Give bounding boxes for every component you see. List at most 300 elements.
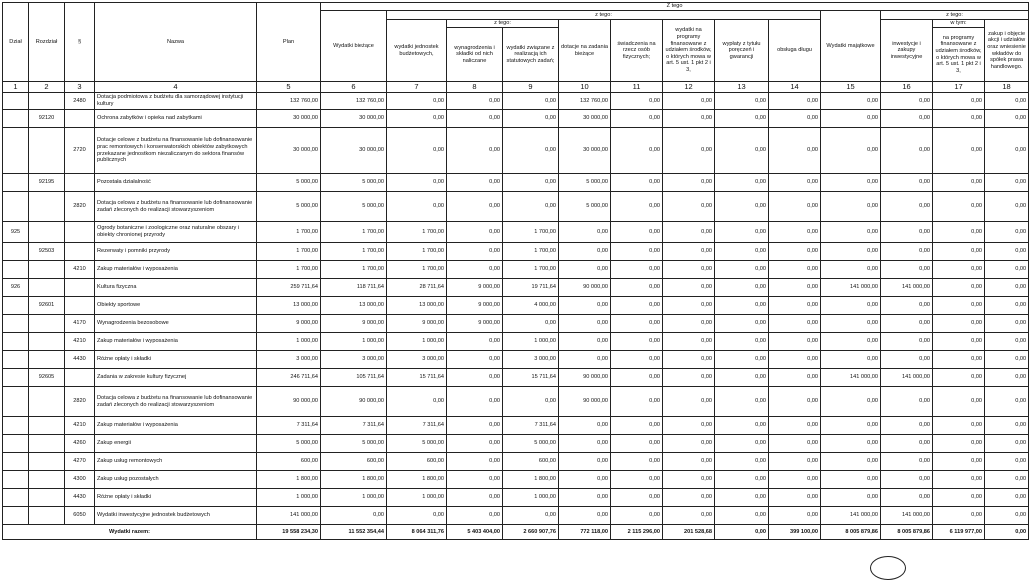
cell-value: 0,00: [447, 471, 503, 489]
cell-paragraf: [65, 297, 95, 315]
cell-value: 0,00: [769, 351, 821, 369]
cell-value: 1 700,00: [321, 222, 387, 243]
cell-value: 0,00: [447, 261, 503, 279]
cell-value: 1 800,00: [387, 471, 447, 489]
cell-value: 0,00: [933, 417, 985, 435]
cell-value: 0,00: [769, 128, 821, 174]
cell-value: 1 700,00: [387, 222, 447, 243]
cell-value: 141 000,00: [821, 279, 881, 297]
cell-value: 0,00: [881, 222, 933, 243]
table-header: [3, 3, 1029, 93]
cell-value: 0,00: [821, 128, 881, 174]
cell-value: 0,00: [559, 243, 611, 261]
cell-value: 5 000,00: [321, 435, 387, 453]
table-row: [3, 174, 1029, 192]
cell-value: 0,00: [663, 261, 715, 279]
column-number: 7: [387, 82, 447, 93]
cell-value: 0,00: [715, 507, 769, 525]
cell-value: 0,00: [663, 243, 715, 261]
table-row: [3, 507, 1029, 525]
column-number: 6: [321, 82, 387, 93]
cell-value: 141 000,00: [821, 369, 881, 387]
cell-value: 19 711,64: [503, 279, 559, 297]
column-number: 2: [29, 82, 65, 93]
cell-rozdzial: 92195: [29, 174, 65, 192]
cell-value: 5 000,00: [257, 192, 321, 222]
cell-value: 1 800,00: [321, 471, 387, 489]
cell-value: 0,00: [559, 417, 611, 435]
cell-rozdzial: [29, 387, 65, 417]
cell-value: 0,00: [559, 435, 611, 453]
cell-value: 0,00: [715, 279, 769, 297]
column-number: 18: [985, 82, 1029, 93]
cell-value: 0,00: [881, 453, 933, 471]
cell-dzial: [3, 435, 29, 453]
total-value: 399 100,00: [769, 525, 821, 540]
cell-value: 0,00: [447, 174, 503, 192]
cell-value: 0,00: [559, 453, 611, 471]
cell-value: 0,00: [559, 222, 611, 243]
cell-value: 0,00: [663, 453, 715, 471]
cell-value: 0,00: [611, 174, 663, 192]
cell-value: 1 000,00: [321, 333, 387, 351]
cell-rozdzial: [29, 507, 65, 525]
cell-dzial: [3, 471, 29, 489]
cell-value: 132 760,00: [321, 93, 387, 110]
cell-value: 0,00: [387, 128, 447, 174]
cell-paragraf: 4430: [65, 489, 95, 507]
cell-value: 0,00: [881, 174, 933, 192]
cell-value: 0,00: [985, 297, 1029, 315]
cell-value: 30 000,00: [257, 110, 321, 128]
header-inwestycje: inwestycje i zakupy inwestycyjne: [881, 20, 933, 82]
cell-dzial: [3, 243, 29, 261]
cell-value: 0,00: [821, 435, 881, 453]
cell-nazwa: Zakup materiałów i wyposażenia: [95, 261, 257, 279]
cell-value: 0,00: [559, 297, 611, 315]
cell-dzial: [3, 453, 29, 471]
cell-value: 0,00: [387, 174, 447, 192]
cell-value: 0,00: [559, 261, 611, 279]
cell-paragraf: 2820: [65, 387, 95, 417]
cell-value: 0,00: [611, 222, 663, 243]
cell-rozdzial: [29, 417, 65, 435]
cell-value: 0,00: [933, 435, 985, 453]
cell-value: 0,00: [985, 110, 1029, 128]
cell-value: 1 000,00: [503, 333, 559, 351]
cell-value: 0,00: [611, 453, 663, 471]
cell-value: 15 711,64: [387, 369, 447, 387]
cell-value: 5 000,00: [559, 174, 611, 192]
cell-value: 0,00: [881, 489, 933, 507]
cell-paragraf: [65, 369, 95, 387]
cell-value: 0,00: [769, 489, 821, 507]
cell-value: 600,00: [503, 453, 559, 471]
cell-paragraf: 4210: [65, 261, 95, 279]
column-number-row: [3, 82, 1029, 93]
cell-value: 0,00: [715, 333, 769, 351]
cell-value: 5 000,00: [257, 174, 321, 192]
header-zadania-statutowe: wydatki związane z realizacją ich statutowych zadań;: [503, 28, 559, 82]
cell-value: 30 000,00: [321, 128, 387, 174]
cell-value: 0,00: [821, 297, 881, 315]
cell-paragraf: 2480: [65, 93, 95, 110]
cell-value: 0,00: [881, 192, 933, 222]
table-row: [3, 222, 1029, 243]
cell-value: 13 000,00: [257, 297, 321, 315]
cell-value: 0,00: [933, 297, 985, 315]
cell-value: 0,00: [663, 333, 715, 351]
cell-value: 0,00: [821, 261, 881, 279]
cell-rozdzial: [29, 222, 65, 243]
cell-value: 3 000,00: [321, 351, 387, 369]
cell-value: 0,00: [985, 333, 1029, 351]
header-z-tego-biezace: z tego:: [387, 11, 821, 20]
cell-value: 0,00: [663, 222, 715, 243]
table-row: [3, 387, 1029, 417]
cell-value: 0,00: [881, 387, 933, 417]
cell-value: 90 000,00: [559, 279, 611, 297]
cell-value: 9 000,00: [387, 315, 447, 333]
cell-value: 0,00: [611, 387, 663, 417]
cell-value: 0,00: [663, 471, 715, 489]
header-wydatki-biezace: Wydatki bieżące: [321, 11, 387, 82]
cell-value: 0,00: [985, 453, 1029, 471]
cell-paragraf: 6050: [65, 507, 95, 525]
cell-value: 0,00: [881, 417, 933, 435]
cell-value: 0,00: [387, 507, 447, 525]
cell-paragraf: 4430: [65, 351, 95, 369]
cell-value: 5 000,00: [503, 435, 559, 453]
cell-value: 0,00: [821, 417, 881, 435]
cell-nazwa: Pozostała działalność: [95, 174, 257, 192]
cell-value: 105 711,64: [321, 369, 387, 387]
cell-value: 13 000,00: [321, 297, 387, 315]
cell-value: 0,00: [611, 507, 663, 525]
cell-value: 0,00: [881, 128, 933, 174]
cell-value: 259 711,64: [257, 279, 321, 297]
cell-value: 0,00: [769, 297, 821, 315]
cell-paragraf: 4300: [65, 471, 95, 489]
column-number: 3: [65, 82, 95, 93]
table-body: [3, 93, 1029, 540]
cell-value: 0,00: [985, 507, 1029, 525]
column-number: 16: [881, 82, 933, 93]
total-value: 8 005 879,86: [821, 525, 881, 540]
total-value: 2 660 907,76: [503, 525, 559, 540]
cell-value: 30 000,00: [559, 128, 611, 174]
cell-value: 0,00: [611, 351, 663, 369]
table-row: [3, 351, 1029, 369]
cell-value: 0,00: [933, 279, 985, 297]
cell-value: 3 000,00: [257, 351, 321, 369]
cell-value: 7 311,64: [321, 417, 387, 435]
cell-value: 0,00: [447, 128, 503, 174]
signature-mark: [870, 556, 906, 580]
cell-value: 0,00: [447, 489, 503, 507]
cell-value: 0,00: [663, 507, 715, 525]
cell-value: 0,00: [933, 243, 985, 261]
cell-value: 0,00: [611, 435, 663, 453]
cell-value: 0,00: [985, 93, 1029, 110]
cell-value: 3 000,00: [503, 351, 559, 369]
column-number: 8: [447, 82, 503, 93]
cell-value: 0,00: [611, 297, 663, 315]
table-row: [3, 297, 1029, 315]
cell-value: 0,00: [387, 110, 447, 128]
cell-paragraf: [65, 243, 95, 261]
header-swiadczenia: świadczenia na rzecz osób fizycznych;: [611, 20, 663, 82]
cell-value: 1 700,00: [257, 222, 321, 243]
cell-value: 0,00: [933, 93, 985, 110]
cell-value: 1 700,00: [503, 222, 559, 243]
total-value: 0,00: [985, 525, 1029, 540]
cell-value: 30 000,00: [321, 110, 387, 128]
cell-value: 0,00: [821, 351, 881, 369]
cell-value: 0,00: [769, 279, 821, 297]
cell-value: 0,00: [881, 243, 933, 261]
cell-dzial: [3, 315, 29, 333]
cell-value: 0,00: [611, 110, 663, 128]
cell-value: 0,00: [715, 489, 769, 507]
cell-value: 0,00: [663, 489, 715, 507]
cell-value: 0,00: [611, 243, 663, 261]
cell-value: 1 700,00: [257, 243, 321, 261]
cell-value: 0,00: [933, 387, 985, 417]
cell-value: 0,00: [821, 222, 881, 243]
cell-value: 0,00: [933, 507, 985, 525]
cell-rozdzial: [29, 128, 65, 174]
cell-nazwa: Różne opłaty i składki: [95, 489, 257, 507]
cell-value: 0,00: [663, 279, 715, 297]
cell-value: 9 000,00: [447, 279, 503, 297]
cell-paragraf: 4270: [65, 453, 95, 471]
table-row: [3, 128, 1029, 174]
cell-value: 0,00: [715, 93, 769, 110]
total-value: 11 552 354,44: [321, 525, 387, 540]
cell-value: 0,00: [985, 174, 1029, 192]
header-wydatki-majatkowe: Wydatki majątkowe: [821, 11, 881, 82]
header-nazwa: Nazwa: [95, 3, 257, 82]
cell-value: 0,00: [447, 192, 503, 222]
header-obsluga-dlugu: obsługa długu: [769, 20, 821, 82]
cell-value: 0,00: [985, 261, 1029, 279]
header-plan: Plan: [257, 3, 321, 82]
cell-value: 9 000,00: [257, 315, 321, 333]
cell-value: 5 000,00: [559, 192, 611, 222]
cell-value: 0,00: [933, 489, 985, 507]
table-row: [3, 279, 1029, 297]
cell-value: 13 000,00: [387, 297, 447, 315]
cell-value: 0,00: [769, 315, 821, 333]
column-number: 1: [3, 82, 29, 93]
column-number: 10: [559, 82, 611, 93]
cell-value: 0,00: [447, 453, 503, 471]
cell-value: 0,00: [985, 471, 1029, 489]
cell-value: 0,00: [769, 110, 821, 128]
table-row: [3, 333, 1029, 351]
cell-paragraf: [65, 222, 95, 243]
cell-value: 0,00: [559, 315, 611, 333]
table-row: [3, 369, 1029, 387]
cell-value: 0,00: [769, 507, 821, 525]
cell-rozdzial: 92601: [29, 297, 65, 315]
cell-dzial: [3, 333, 29, 351]
cell-value: 3 000,00: [387, 351, 447, 369]
cell-value: 0,00: [715, 387, 769, 417]
cell-value: 1 000,00: [503, 489, 559, 507]
cell-value: 0,00: [715, 351, 769, 369]
cell-value: 0,00: [611, 192, 663, 222]
cell-dzial: [3, 297, 29, 315]
column-number: 15: [821, 82, 881, 93]
cell-dzial: [3, 387, 29, 417]
cell-value: 5 000,00: [321, 192, 387, 222]
cell-value: 132 760,00: [559, 93, 611, 110]
cell-value: 0,00: [387, 93, 447, 110]
cell-value: 0,00: [881, 297, 933, 315]
cell-value: 0,00: [985, 128, 1029, 174]
cell-value: 1 000,00: [257, 489, 321, 507]
cell-value: 1 700,00: [321, 243, 387, 261]
cell-value: 1 700,00: [321, 261, 387, 279]
cell-value: 0,00: [715, 222, 769, 243]
table-row: [3, 417, 1029, 435]
table-row: [3, 489, 1029, 507]
cell-paragraf: 4210: [65, 333, 95, 351]
cell-nazwa: Obiekty sportowe: [95, 297, 257, 315]
cell-value: 0,00: [663, 93, 715, 110]
table-row: [3, 243, 1029, 261]
cell-rozdzial: [29, 279, 65, 297]
cell-rozdzial: 92120: [29, 110, 65, 128]
cell-value: 0,00: [611, 261, 663, 279]
cell-value: 0,00: [715, 369, 769, 387]
cell-value: 30 000,00: [559, 110, 611, 128]
cell-value: 118 711,64: [321, 279, 387, 297]
total-value: 19 558 234,30: [257, 525, 321, 540]
cell-value: 0,00: [881, 261, 933, 279]
cell-value: 1 700,00: [257, 261, 321, 279]
cell-value: 0,00: [985, 315, 1029, 333]
table-row: [3, 110, 1029, 128]
cell-dzial: [3, 110, 29, 128]
cell-dzial: [3, 93, 29, 110]
cell-value: 0,00: [985, 279, 1029, 297]
budget-expenditure-table: [2, 2, 1029, 540]
cell-value: 0,00: [715, 110, 769, 128]
cell-value: 0,00: [881, 110, 933, 128]
cell-value: 0,00: [881, 471, 933, 489]
cell-value: 90 000,00: [559, 369, 611, 387]
cell-value: 0,00: [985, 417, 1029, 435]
cell-value: 0,00: [663, 110, 715, 128]
cell-value: 0,00: [881, 351, 933, 369]
cell-value: 0,00: [769, 387, 821, 417]
total-value: 8 064 311,76: [387, 525, 447, 540]
cell-value: 0,00: [715, 297, 769, 315]
cell-value: 246 711,64: [257, 369, 321, 387]
cell-value: 0,00: [769, 222, 821, 243]
cell-value: 0,00: [821, 93, 881, 110]
total-row: [3, 525, 1029, 540]
column-number: 5: [257, 82, 321, 93]
cell-dzial: [3, 174, 29, 192]
cell-nazwa: Ogrody botaniczne i zoologiczne oraz naturalne obszary i obiekty chronionej przyrody: [95, 222, 257, 243]
cell-rozdzial: [29, 93, 65, 110]
cell-nazwa: Zakup materiałów i wyposażenia: [95, 417, 257, 435]
cell-value: 7 311,64: [387, 417, 447, 435]
cell-value: 0,00: [387, 192, 447, 222]
cell-dzial: [3, 128, 29, 174]
cell-value: 0,00: [985, 192, 1029, 222]
cell-value: 0,00: [933, 369, 985, 387]
table-row: [3, 315, 1029, 333]
cell-nazwa: Zakup usług pozostałych: [95, 471, 257, 489]
cell-paragraf: 2720: [65, 128, 95, 174]
cell-value: 0,00: [611, 471, 663, 489]
cell-value: 141 000,00: [821, 507, 881, 525]
cell-value: 0,00: [933, 315, 985, 333]
cell-value: 0,00: [881, 333, 933, 351]
cell-value: 0,00: [503, 507, 559, 525]
cell-value: 600,00: [321, 453, 387, 471]
cell-value: 0,00: [821, 243, 881, 261]
total-value: 6 119 977,00: [933, 525, 985, 540]
cell-value: 0,00: [715, 417, 769, 435]
cell-value: 0,00: [503, 110, 559, 128]
header-z-tego-jednostek: z tego:: [447, 20, 559, 28]
cell-value: 15 711,64: [503, 369, 559, 387]
cell-value: 0,00: [933, 351, 985, 369]
cell-value: 1 700,00: [503, 243, 559, 261]
cell-value: 0,00: [985, 243, 1029, 261]
cell-value: 0,00: [769, 93, 821, 110]
cell-dzial: 926: [3, 279, 29, 297]
column-number: 12: [663, 82, 715, 93]
cell-value: 1 800,00: [257, 471, 321, 489]
cell-value: 0,00: [769, 261, 821, 279]
cell-value: 1 700,00: [387, 261, 447, 279]
cell-paragraf: [65, 110, 95, 128]
cell-value: 0,00: [933, 222, 985, 243]
cell-value: 5 000,00: [387, 435, 447, 453]
cell-dzial: [3, 369, 29, 387]
cell-value: 9 000,00: [321, 315, 387, 333]
cell-rozdzial: [29, 435, 65, 453]
cell-value: 0,00: [663, 387, 715, 417]
cell-value: 0,00: [611, 417, 663, 435]
cell-value: 0,00: [821, 110, 881, 128]
cell-value: 0,00: [715, 128, 769, 174]
cell-value: 0,00: [321, 507, 387, 525]
cell-value: 0,00: [769, 417, 821, 435]
cell-value: 7 311,64: [257, 417, 321, 435]
cell-value: 0,00: [447, 387, 503, 417]
cell-value: 0,00: [611, 333, 663, 351]
cell-value: 0,00: [447, 369, 503, 387]
cell-value: 0,00: [503, 192, 559, 222]
cell-value: 600,00: [257, 453, 321, 471]
header-wydatki-jednostek: wydatki jednostek budżetowych,: [387, 20, 447, 82]
cell-value: 30 000,00: [257, 128, 321, 174]
cell-value: 5 000,00: [321, 174, 387, 192]
cell-value: 132 760,00: [257, 93, 321, 110]
table-row: [3, 192, 1029, 222]
cell-value: 0,00: [447, 222, 503, 243]
cell-rozdzial: [29, 489, 65, 507]
cell-value: 0,00: [663, 315, 715, 333]
